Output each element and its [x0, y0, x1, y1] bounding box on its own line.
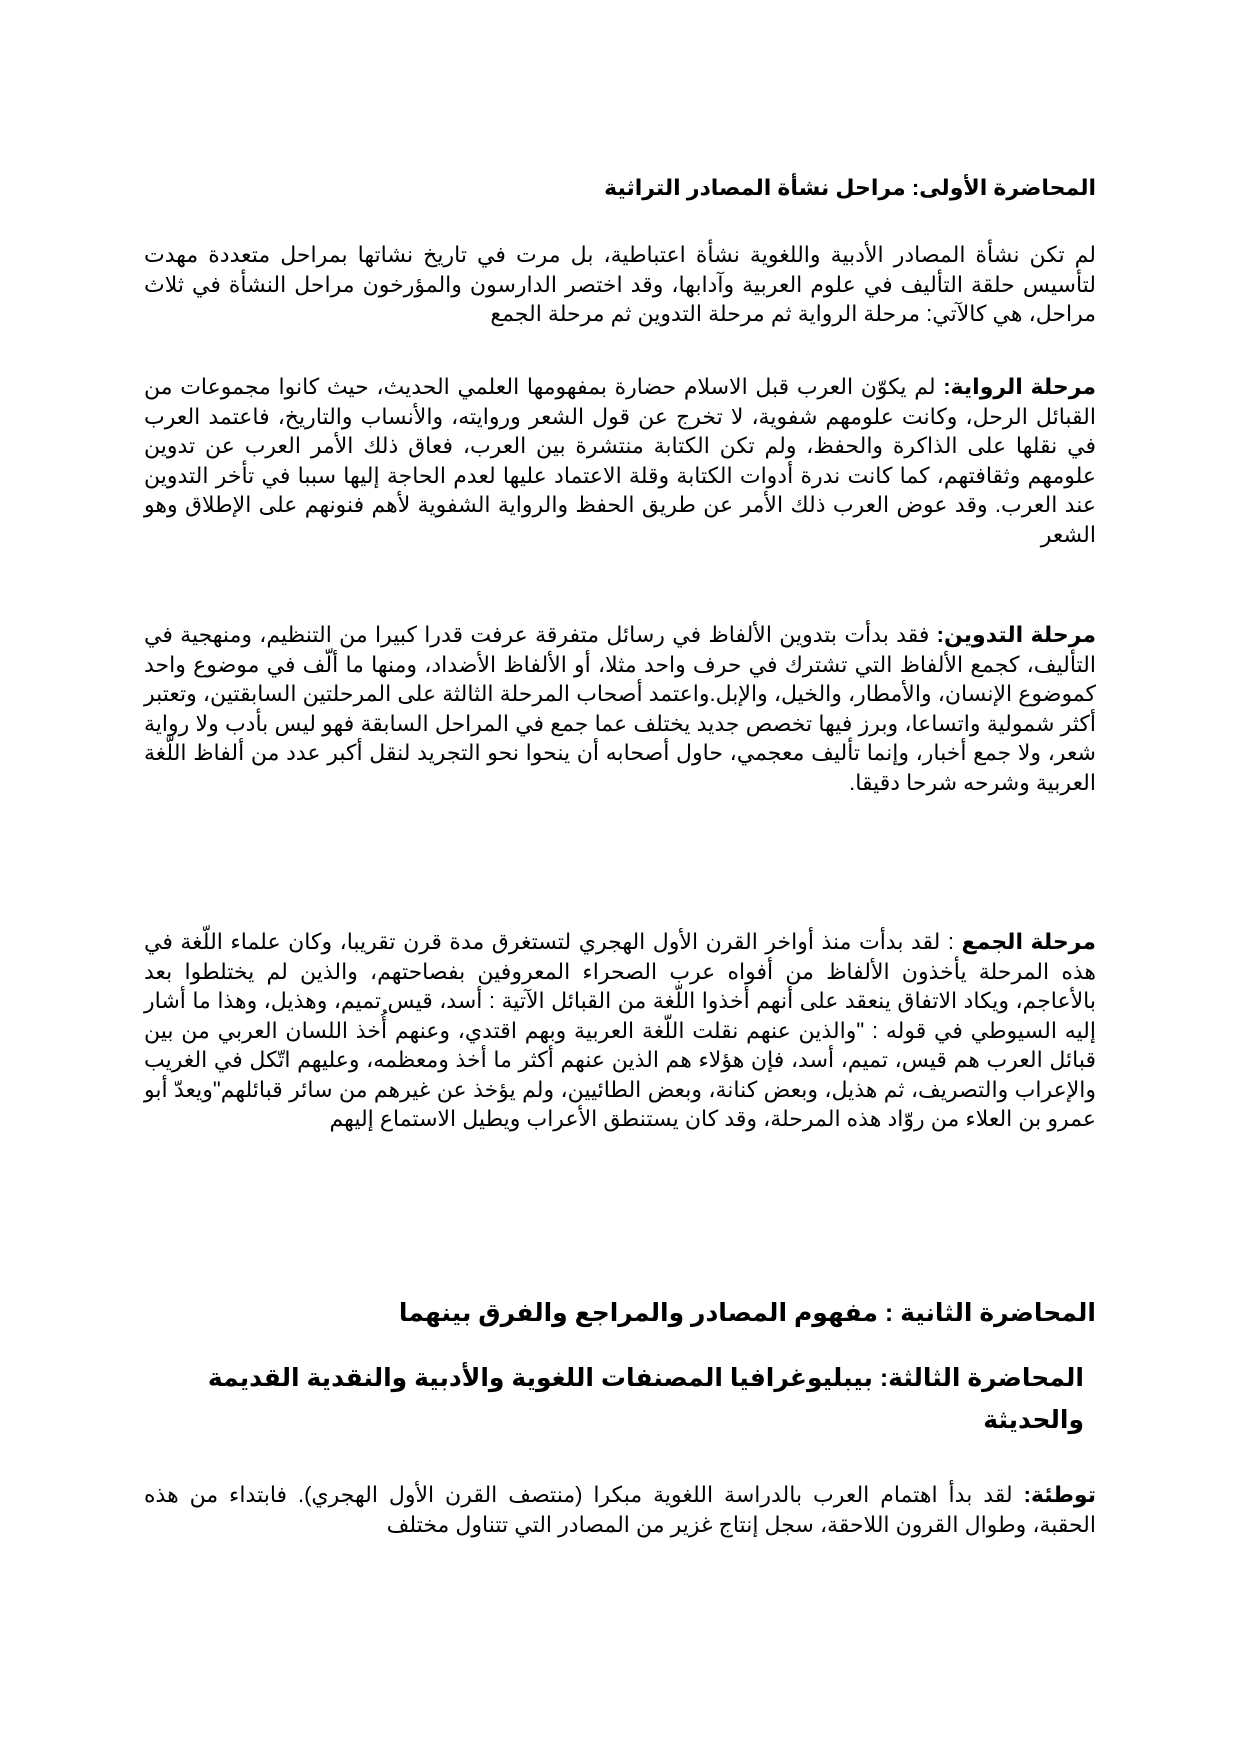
stage-collection-text: : لقد بدأت منذ أواخر القرن الأول الهجري لتستغرق مدة قرن تقريبا، وكان علماء اللّغة في هذه المرحلة يأخذون الألفاظ من أفواه عرب الصحراء المعروفين بفصاحتهم، والذين لم يختلطوا بعد بالأعاجم، ويكاد الاتفاق ينعقد على أنهم أخذوا اللّغة من القبائل الآتية : أسد، قيس تميم، وهذيل، وهذا ما أشار إليه السيوطي في قوله : "والذين عنهم نقلت اللّغة العربية وبهم اقتدي، وعنهم أُخذ اللسان العربي من بين قبائل العرب هم قيس، تميم، أسد، فإن هؤلاء هم الذين عنهم أكثر ما أخذ ومعظمه، وعليهم اتّكل في الغريب والإعراب والتصريف، ثم هذيل، وبعض كنانة، وبعض الطائيين، ولم يؤخذ عن غيرهم من سائر قبائلهم"ويعدّ أبو عمرو بن العلاء من روّاد هذه المرحلة، وقد كان يستنطق الأعراب ويطيل الاستماع إليهم — [144, 929, 1096, 1131]
stage-collection-paragraph — [144, 927, 1096, 1134]
stage-narration-text: لم يكوّن العرب قبل الاسلام حضارة بمفهومها العلمي الحديث، حيث كانوا مجموعات من القبائل الرحل، وكانت علومهم شفوية، لا تخرج عن قول الشعر وروايته، والأنساب والتاريخ، فاعتمد العرب في نقلها على الذاكرة والحفظ، ولم تكن الكتابة منتشرة بين العرب، فعاق ذلك الأمر العرب عن تدوين علومهم وثقافتهم، كما كانت ندرة أدوات الكتابة وقلة الاعتماد عليها لعدم الحاجة إليها سببا في تأخر التدوين عند العرب. وقد عوض العرب ذلك الأمر عن طريق الحفظ والرواية الشفوية لأهم فنونهم على الإطلاق وهو الشعر — [144, 374, 1096, 547]
lecture3-intro-text: لقد بدأ اهتمام العرب بالدراسة اللغوية مبكرا (منتصف القرن الأول الهجري). فابتداء من هذه الحقبة، وطوال القرون اللاحقة، سجل إنتاج غزير من المصادر التي تتناول مختلف — [144, 1482, 1096, 1537]
lecture3-intro-paragraph — [144, 1480, 1096, 1539]
stage-narration-paragraph — [144, 372, 1096, 549]
lecture2-heading: المحاضرة الثانية : مفهوم المصادر والمراجع والفرق بينهما — [398, 1299, 1096, 1327]
lecture3-intro-title: توطئة: — [1023, 1482, 1096, 1507]
stage-codification-text: فقد بدأت بتدوين الألفاظ في رسائل متفرقة عرفت قدرا كبيرا من التنظيم، ومنهجية في التأليف، كجمع الألفاظ التي تشترك في حرف واحد مثلا، أو الألفاظ الأضداد، ومنها ما ألّف في موضوع واحد كموضوع الإنسان، والأمطار، والخيل، والإبل.واعتمد أصحاب المرحلة الثالثة على المرحلتين السابقتين، وتعتبر أكثر شمولية واتساعا، وبرز فيها تخصص جديد يختلف عما جمع في المراحل السابقة فهو ليس بأدب ولا رواية شعر، ولا جمع أخبار، وإنما تأليف معجمي، حاول أصحابه أن ينحوا نحو التجريد لنقل أكبر عدد من ألفاظ اللّغة العربية وشرحه شرحا دقيقا. — [144, 622, 1096, 795]
stage-codification-paragraph — [144, 620, 1096, 797]
stage-collection-title: مرحلة الجمع — [961, 929, 1096, 954]
lecture1-intro-paragraph: لم تكن نشأة المصادر الأدبية واللغوية نشأة اعتباطية، بل مرت في تاريخ نشاتها بمراحل متعددة مهدت لتأسيس حلقة التأليف في علوم العربية وآدابها، وقد اختصر الدارسون والمؤرخون مراحل النشأة في ثلاث مراحل، هي كالآتي: مرحلة الرواية ثم مرحلة التدوين ثم مرحلة الجمع — [144, 242, 1096, 326]
lecture1-heading: المحاضرة الأولى: مراحل نشأة المصادر التراثية — [604, 175, 1096, 200]
stage-codification-title: مرحلة التدوين: — [936, 622, 1096, 647]
stage-narration-title: مرحلة الرواية: — [943, 374, 1096, 399]
lecture3-heading: المحاضرة الثالثة: بيبليوغرافيا المصنفات اللغوية والأدبية والنقدية القديمة والحديثة — [207, 1364, 1084, 1434]
